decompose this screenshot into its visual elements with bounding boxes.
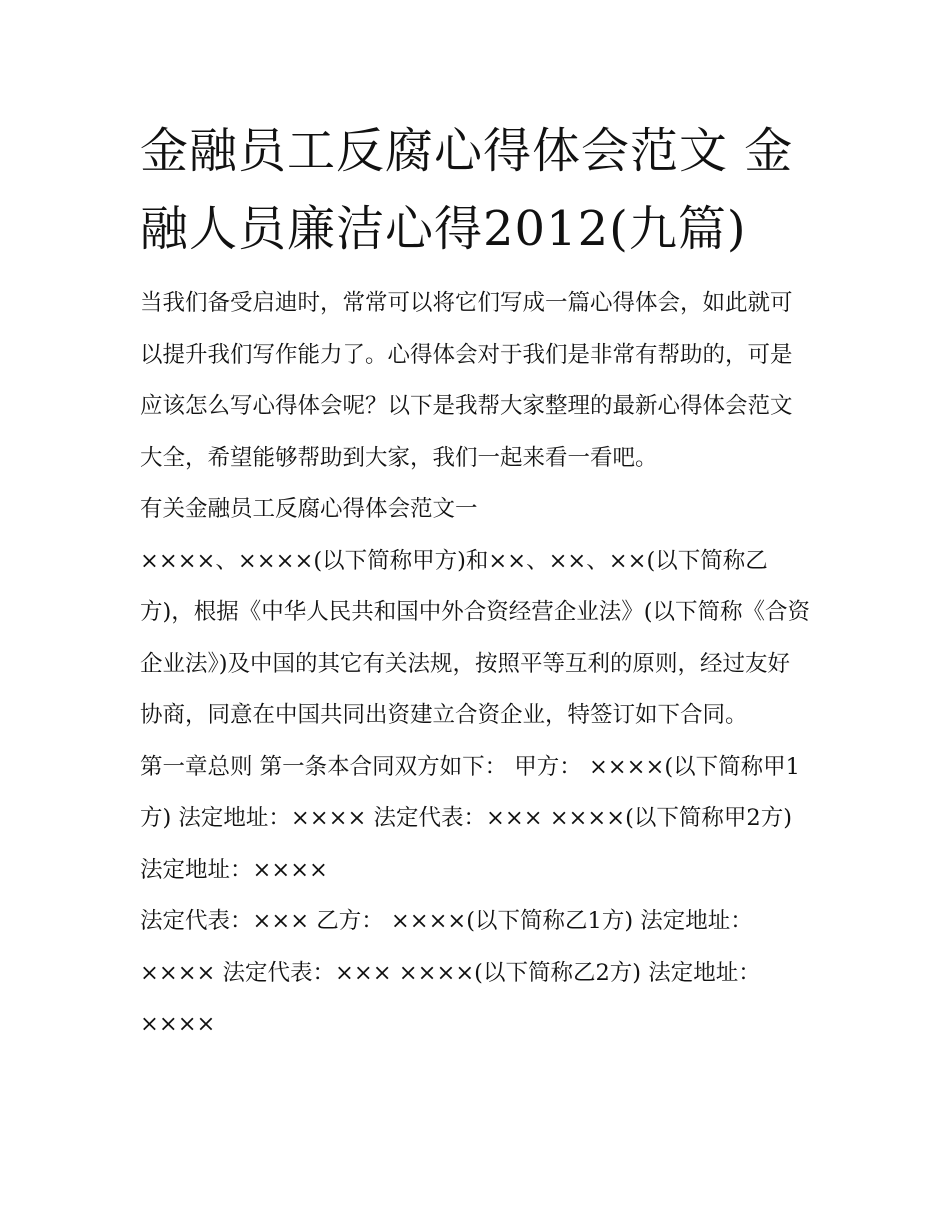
document-body <box>140 278 812 1051</box>
section-heading: 有关金融员工反腐心得体会范文一 <box>140 496 478 522</box>
chapter-one-paragraph: 第一章总则 第一条本合同双方如下： 甲方： ××××(以下简称甲1方) 法定地址：×××× 法定代表：××× ××××(以下简称甲2方) 法定地址：×××× <box>140 753 800 883</box>
contract-preamble-paragraph: ××××、××××(以下简称甲方)和××、××、××(以下简称乙方)，根据《中华人民共和国中外合资经营企业法》(以下简称《合资企业法》)及中国的其它有关法规，按照平等互利的原则，经过友好协商，同意在中国共同出资建立合资企业，特签订如下合同。 <box>140 547 811 728</box>
intro-paragraph: 当我们备受启迪时，常常可以将它们写成一篇心得体会，如此就可以提升我们写作能力了。心得体会对于我们是非常有帮助的，可是应该怎么写心得体会呢？以下是我帮大家整理的最新心得体会范文大全，希望能够帮助到大家，我们一起来看一看吧。 <box>140 290 793 471</box>
document-title: 金融员工反腐心得体会范文 金融人员廉洁心得2012(九篇) <box>140 123 794 257</box>
party-b-paragraph: 法定代表：××× 乙方： ××××(以下简称乙1方) 法定地址：×××× 法定代表：××× ××××(以下简称乙2方) 法定地址：×××× <box>140 908 761 1037</box>
